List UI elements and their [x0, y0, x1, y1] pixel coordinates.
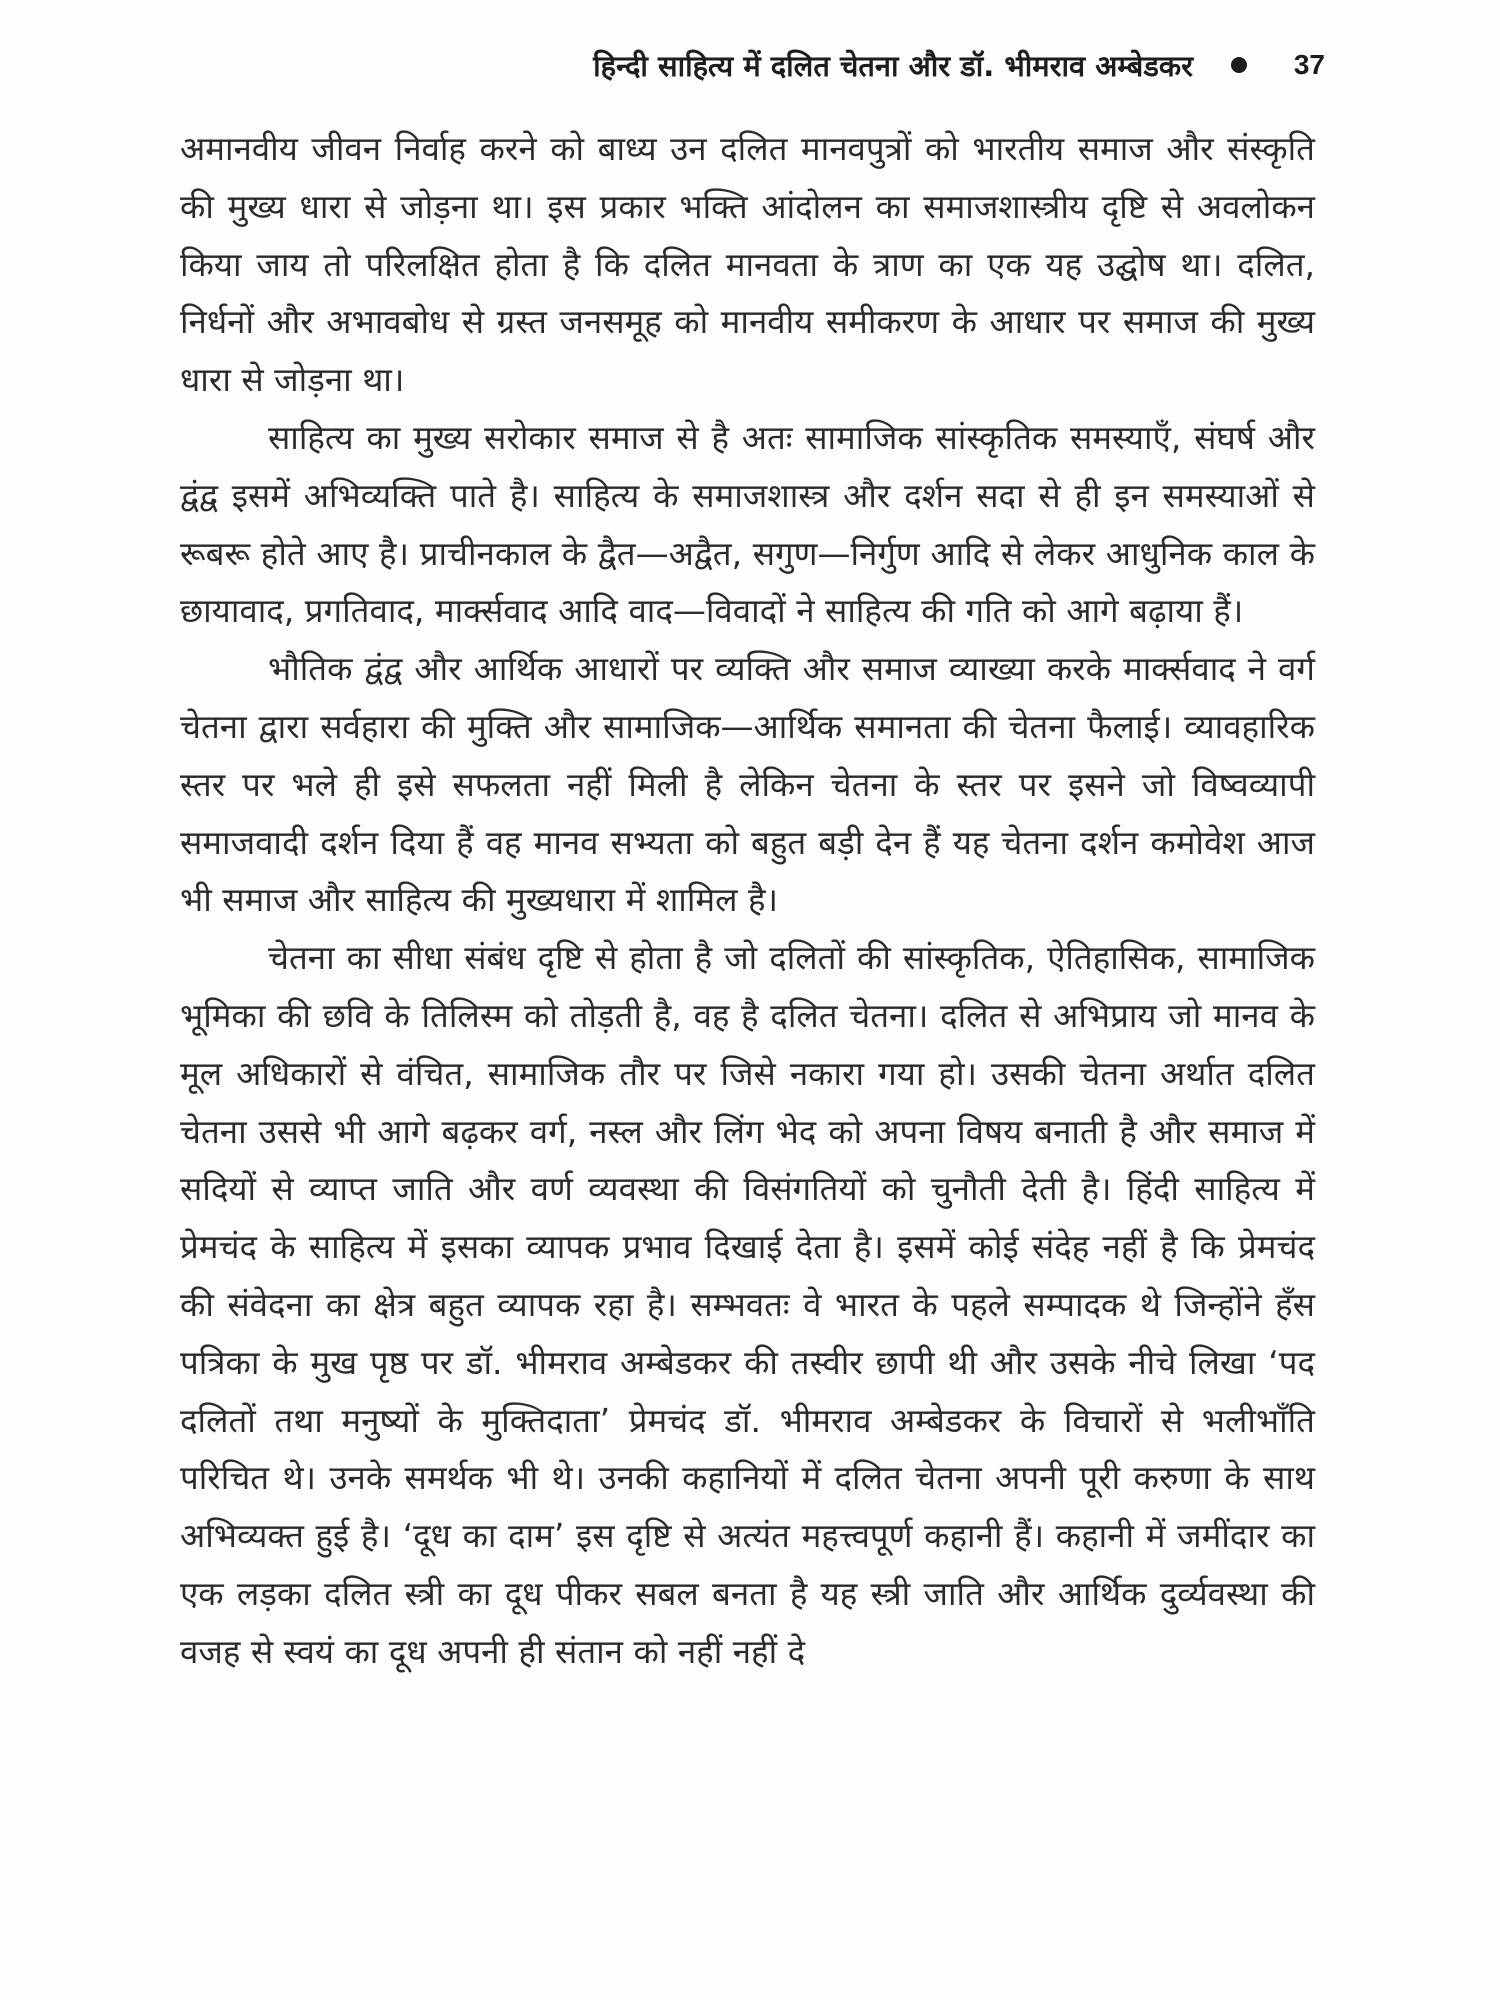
paragraph: अमानवीय जीवन निर्वाह करने को बाध्य उन दलित मानवपुत्रों को भारतीय समाज और संस्कृति की मुख्य धारा से जोड़ना था। इस प्रकार भक्ति आंदोलन का समाजशास्त्रीय दृष्टि से अवलोकन किया जाय तो परिलक्षित होता है कि दलित मानवता के त्राण का एक यह उद्घोष था। दलित, निर्धनों और अभावबोध से ग्रस्त जनसमूह को मानवीय समीकरण के आधार पर समाज की मुख्य धारा से जोड़ना था। [180, 129, 1315, 400]
running-header [180, 40, 1325, 90]
paragraph: साहित्य का मुख्य सरोकार समाज से है अतः सामाजिक सांस्कृतिक समस्याएँ, संघर्ष और द्वंद्व इसमें अभिव्यक्ति पाते है। साहित्य के समाजशास्त्र और दर्शन सदा से ही इन समस्याओं से रूबरू होते आए है। प्राचीनकाल के द्वैत—अद्वैत, सगुण—निर्गुण आदि से लेकर आधुनिक काल के छायावाद, प्रगतिवाद, मार्क्सवाद आदि वाद—विवादों ने साहित्य की गति को आगे बढ़ाया हैं। [180, 417, 1315, 631]
body-text [180, 120, 1315, 1681]
page-number: 37 [1293, 49, 1325, 80]
paragraph: चेतना का सीधा संबंध दृष्टि से होता है जो दलितों की सांस्कृतिक, ऐतिहासिक, सामाजिक भूमिका की छवि के तिलिस्म को तोड़ती है, वह है दलित चेतना। दलित से अभिप्राय जो मानव के मूल अधिकारों से वंचित, सामाजिक तौर पर जिसे नकारा गया हो। उसकी चेतना अर्थात दलित चेतना उससे भी आगे बढ़कर वर्ग, नस्ल और लिंग भेद को अपना विषय बनाती है और समाज में सदियों से व्याप्त जाति और वर्ण व्यवस्था की विसंगतियों को चुनौती देती है। हिंदी साहित्य में प्रेमचंद के साहित्य में इसका व्यापक प्रभाव दिखाई देता है। इसमें कोई संदेह नहीं है कि प्रेमचंद की संवेदना का क्षेत्र बहुत व्यापक रहा है। सम्भवतः वे भारत के पहले सम्पादक थे जिन्होंने हँस पत्रिका के मुख पृष्ठ पर डॉ. भीमराव अम्बेडकर की तस्वीर छापी थी और उसके नीचे लिखा ‘पद दलितों तथा मनुष्यों के मुक्तिदाता’ प्रेमचंद डॉ. भीमराव अम्बेडकर के विचारों से भलीभाँति परिचित थे। उनके समर्थक भी थे। उनकी कहानियों में दलित चेतना अपनी पूरी करुणा के साथ अभिव्यक्त हुई है। ‘दूध का दाम’ इस दृष्टि से अत्यंत महत्त्वपूर्ण कहानी हैं। कहानी में जमींदार का एक लड़का दलित स्त्री का दूध पीकर सबल बनता है यह स्त्री जाति और आर्थिक दुर्व्यवस्था की वजह से स्वयं का दूध अपनी ही संतान को नहीं नहीं दे [180, 938, 1315, 1671]
running-title: हिन्दी साहित्य में दलित चेतना और डॉ. भीमराव अम्बेडकर [593, 48, 1193, 83]
header-bullet-icon [1231, 57, 1247, 73]
paragraph: भौतिक द्वंद्व और आर्थिक आधारों पर व्यक्ति और समाज व्याख्या करके मार्क्सवाद ने वर्ग चेतना द्वारा सर्वहारा की मुक्ति और सामाजिक—आर्थिक समानता की चेतना फैलाई। व्यावहारिक स्तर पर भले ही इसे सफलता नहीं मिली है लेकिन चेतना के स्तर पर इसने जो विष्वव्यापी समाजवादी दर्शन दिया हैं वह मानव सभ्यता को बहुत बड़ी देन हैं यह चेतना दर्शन कमोवेश आज भी समाज और साहित्य की मुख्यधारा में शामिल है। [180, 649, 1315, 920]
